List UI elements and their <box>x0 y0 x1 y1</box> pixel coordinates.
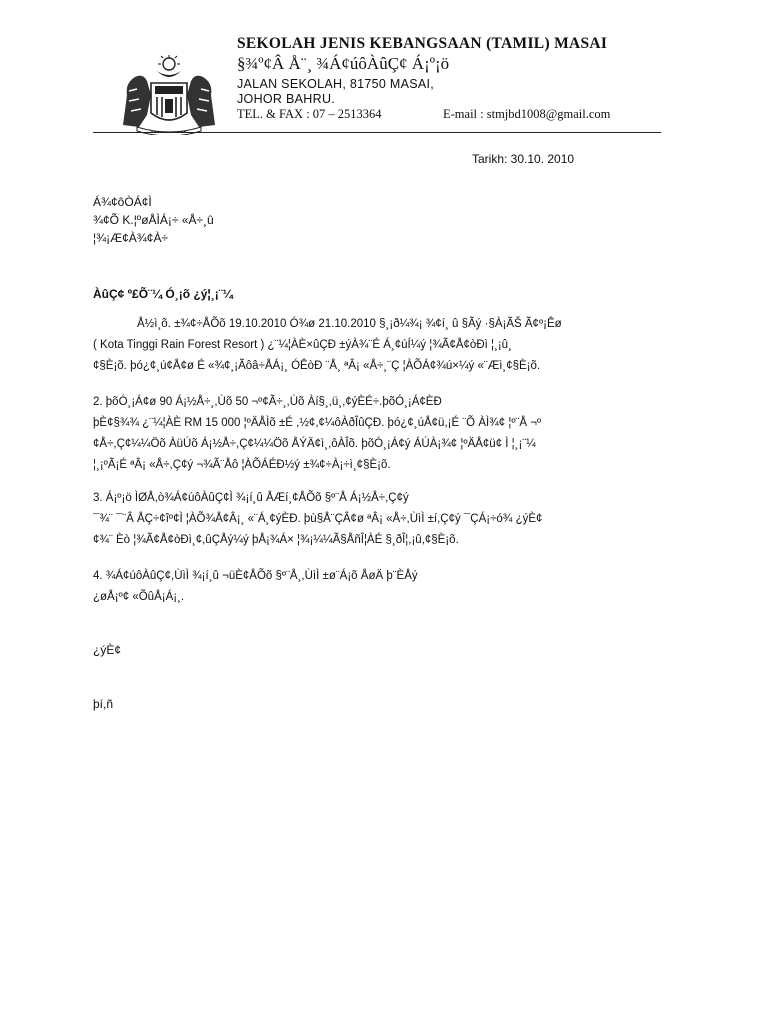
letterhead-divider <box>93 132 661 133</box>
paragraph-line: ¯¾¨ ¯¨Â ÅÇ÷¢îº¢Ì ¦ÀÕ¾Å¢Â¡¸ «¨Á¸¢ýÈÐ. þù§Å¨ÇÂ¢ø ªÂ¡ «Å÷,ÙìÌ ±í,Ç¢ý ¯ÇÁ¡÷ó¾ ¿ýÈ¢ <box>93 513 543 525</box>
paragraph-1 <box>93 319 653 382</box>
paragraph-line: ¦¸¡ºÃ¡É ªÂ¡ «Å÷,Ç¢ý ¬¾Ã¨Åô ¦ÀÕÁÉÐ½ý ±¾¢÷À¡÷ì¸¢§È¡õ. <box>93 459 391 471</box>
paragraph-4 <box>93 571 653 613</box>
email-address: E-mail : stmjbd1008@gmail.com <box>443 107 611 121</box>
paragraph-line: 4. ¾Á¢úôÀûÇ¢,ÙìÌ ¾¡í¸û ¬üÈ¢ÅÕõ §º¨Å¸,ÙìÌ ±ø¨Á¡õ ÅøÄ þ¨ÈÅý <box>93 570 418 582</box>
letter-date: Tarikh: 30.10. 2010 <box>472 152 575 166</box>
closing: ¿ýÈ¢ <box>93 643 122 657</box>
school-name: SEKOLAH JENIS KEBANGSAAN (TAMIL) MASAI <box>237 35 608 52</box>
recipient-line-3: ¦¾¡Æ¢À¾¢À÷ <box>93 231 169 245</box>
tel-fax: TEL. & FAX : 07 – 2513364 <box>237 107 382 121</box>
paragraph-2 <box>93 397 653 481</box>
letter-subject: ÀûÇ¢ º£Õ¨¼ Ó¸¡õ ¿ý¦¸¡¨¼ <box>93 287 233 301</box>
paragraph-line: 3. Á¡º¡ö ÌØÅ,ò¾Á¢úôÀûÇ¢Ì ¾¡í¸û ÅÆí¸¢ÅÕõ §º¨Å Á¡½Å÷,Ç¢ý <box>93 492 409 504</box>
paragraph-line: þÈ¢§¾¾ ¿¨¼¦ÀÈ RM 15 000 ¦ºÄÅÌõ ±É ,½¢,¢¼ôÀðÎûÇÐ. þó¿¢¸úÅ¢ü,¡É ¨Õ ÀÌ¾¢ ¦º¨Å ¬º <box>93 417 542 429</box>
address-line-1: JALAN SEKOLAH, 81750 MASAI, <box>237 77 435 91</box>
recipient-line-2: ¾¢Õ K.¦ºøÅÌÁ¡÷ «Å÷¸û <box>93 213 214 227</box>
paragraph-line: ¢§È¡õ. þó¿¢¸ú¢Å¢ø É «¾¢¸¡Ãôâ÷ÅÁ¡¸ ÓÊòÐ ¨Å¸ ªÂ¡ «Å÷¸¨Ç ¦ÀÕÁ¢¾ú×¼ý «¨Æì¸¢§È¡õ. <box>93 360 541 372</box>
paragraph-line: ¿øÅ¡º¢ «ÕûÅ¡Á¡¸. <box>93 591 185 603</box>
paragraph-3 <box>93 493 653 556</box>
paragraph-line: ¢¾¨ Èò ¦¾Ã¢Å¢òÐì¸¢,ûÇÅý¼ý þÅ¡¾Á× ¦¾¡¼¼Ã§ÅñÎ¦ÀÉ §¸ðÎ¦,¡û,¢§È¡õ. <box>93 534 459 546</box>
paragraph-line: 2. þõÓ¸¡Á¢ø 90 Á¡½Å÷¸,Ùõ 50 ¬º¢Ã÷¸,Ùõ Àí§¸,ü¸,¢ýÈÉ÷.þõÓ¸¡Á¢ÈÐ <box>93 396 442 408</box>
school-name-tamil: §¾º¢Â Å¨¸ ¾Á¢úôÀûÇ¢ Á¡º¡ö <box>237 54 450 73</box>
address-line-2: JOHOR BAHRU. <box>237 92 336 106</box>
paragraph-line: Å½ì¸õ. ±¾¢÷ÅÕõ 19.10.2010 Ó¾ø 21.10.2010 §¸¡ð¼¾¡ ¾¢í¸ û §Ãý ·§À¡ÃŠ Ã¢º¡Êø <box>137 318 562 330</box>
recipient-line-1: Á¾¢ôÒÁ¢Ì <box>93 195 152 209</box>
signature: þí,ñ <box>93 697 114 711</box>
paragraph-line: ( Kota Tinggi Rain Forest Resort ) ¿¨¼¦ÀÈ×ûÇÐ ±ýÀ¾¨É Á¸¢úÍ¼ý ¦¾Ã¢Å¢òÐì ¦¸¡û¸ <box>93 339 512 351</box>
school-crest-logo <box>117 55 221 135</box>
paragraph-line: ¢Å÷,Ç¢¼¼Öõ ÀüÚõ Á¡½Å÷,Ç¢¼¼Öõ ÅÝÄ¢ì¸,ôÀÎõ. þõÓ¸¡Á¢ý ÁÚÀ¡¾¢ ¦ºÄÅ¢ü¢ Ì ¦¸¡¨¼ <box>93 438 536 450</box>
